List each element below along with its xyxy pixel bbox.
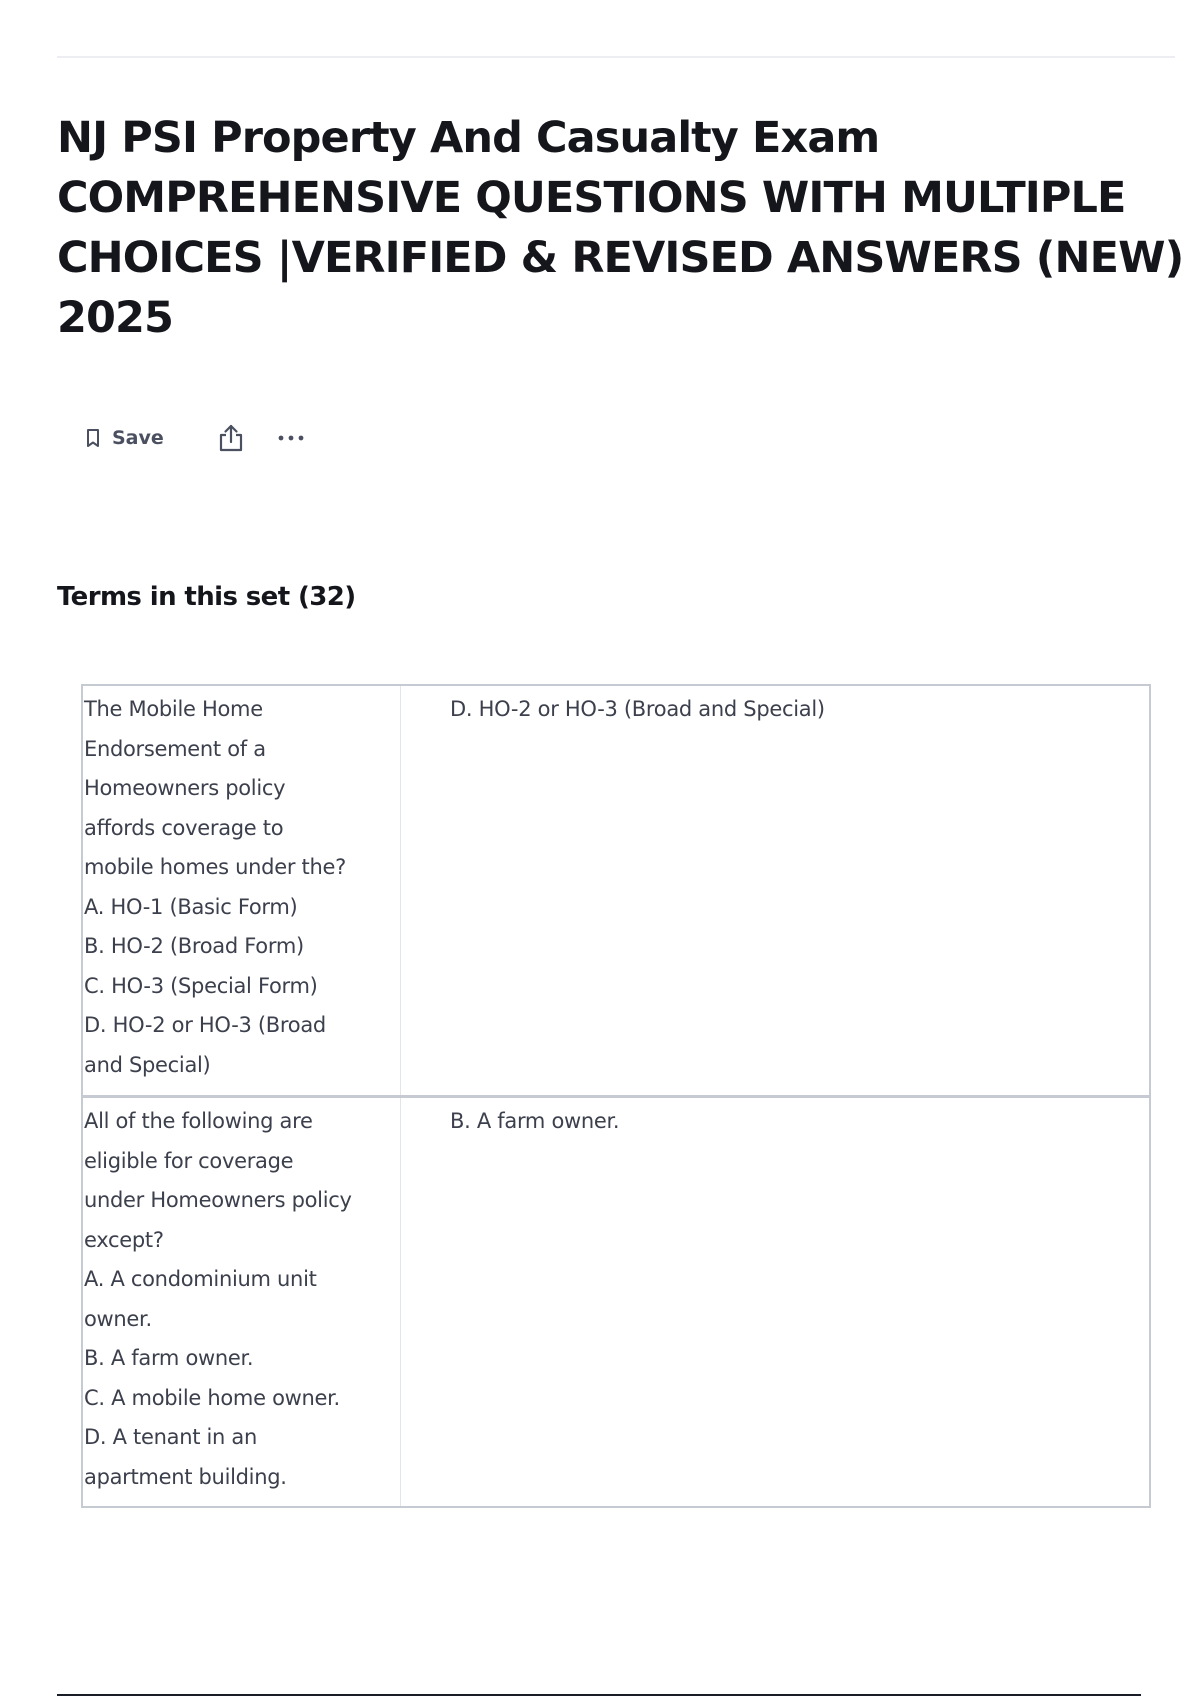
more-options-icon (277, 434, 305, 442)
more-options-button[interactable] (277, 434, 305, 442)
question-line: affords coverage to (84, 815, 284, 840)
question-line: eligible for coverage (84, 1148, 294, 1173)
term-card (81, 1097, 1151, 1508)
share-button[interactable] (218, 423, 244, 453)
term-answer: D. HO-2 or HO-3 (Broad and Special) (450, 697, 825, 721)
question-line: C. HO-3 (Special Form) (84, 973, 318, 998)
bottom-divider (57, 1694, 1141, 1696)
question-line: A. A condominium unit (84, 1267, 317, 1291)
question-line: C. A mobile home owner. (84, 1385, 340, 1410)
question-line: mobile homes under the? (84, 855, 346, 879)
question-line: and Special) (84, 1052, 211, 1077)
terms-list (81, 684, 1151, 1508)
term-question (83, 1098, 401, 1506)
term-question (83, 686, 401, 1095)
page-title: NJ PSI Property And Casualty Exam COMPREHENSIVE QUESTIONS WITH MULTIPLE CHOICES |VERIFIED & REVISED ANSWERS (NEW) 2025 (57, 113, 1184, 343)
question-line: Endorsement of a (84, 736, 266, 761)
bookmark-icon (86, 428, 100, 448)
save-button[interactable] (86, 427, 164, 449)
question-line: under Homeowners policy (84, 1188, 352, 1212)
question-line: A. HO-1 (Basic Form) (84, 894, 298, 919)
question-line: owner. (84, 1306, 152, 1331)
term-card (81, 684, 1151, 1097)
share-icon (218, 423, 244, 453)
question-line: B. HO-2 (Broad Form) (84, 934, 304, 958)
question-line: apartment building. (84, 1464, 287, 1489)
terms-heading: Terms in this set (32) (57, 582, 356, 612)
top-divider (57, 56, 1175, 58)
question-line: B. A farm owner. (84, 1346, 254, 1370)
question-line: D. HO-2 or HO-3 (Broad (84, 1013, 326, 1037)
question-line: except? (84, 1227, 164, 1252)
toolbar (86, 420, 305, 456)
question-line: Homeowners policy (84, 776, 286, 800)
question-line: The Mobile Home (84, 697, 263, 721)
save-label: Save (112, 427, 164, 449)
question-line: D. A tenant in an (84, 1425, 258, 1449)
term-answer: B. A farm owner. (450, 1109, 620, 1133)
question-line: All of the following are (84, 1109, 313, 1133)
